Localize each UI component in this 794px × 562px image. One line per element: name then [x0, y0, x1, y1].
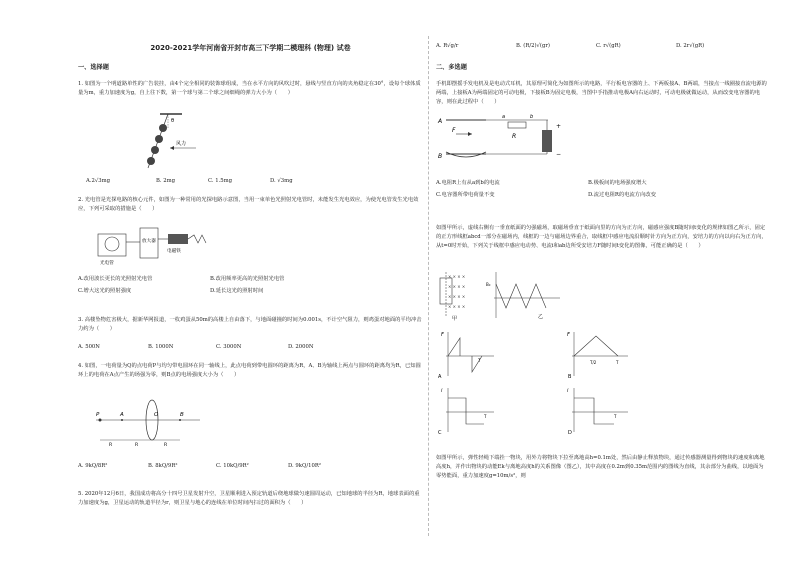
- svg-text:× × × ×: × × × ×: [448, 274, 466, 279]
- multi-question-3: 如图甲所示，弹性轻绳下端拴一物块，用外力将物块下拉至离地高h=0.1m处，然后由静止释放物块，通过传感器测量得到物块的速度和离地高度h，并作出物块的动能Ek与离地高度h的关系图像（图乙），其中高度在0.2m到0.35m范围内的图线为直线，其余部分为曲线，以地面为零势能面，重力加速度g=10m/s²，则: [436, 455, 765, 479]
- q5-option-c: C. r√(gR): [596, 43, 621, 49]
- question-2: 2. 光电管是光探电路的核心元件，如图为一种常用的光探电路示意图，当用一束单色光照射光电管时，未能发生光电效应，为使光电管发生光电效应，下列可采取的措施是（ ）: [78, 197, 419, 212]
- graph-d-t-label: T: [614, 414, 617, 419]
- label-p: P: [96, 412, 100, 418]
- q1-option-c: C. 1.5mg: [208, 178, 233, 184]
- q1-option-a: A.2√3mg: [86, 178, 111, 184]
- amplifier-label: 放大器: [142, 239, 156, 244]
- electromagnet-label: 电磁铁: [167, 249, 181, 254]
- question-4: 4. 如图，一电荷量为Q的点电荷P与均匀带电圆环在同一轴线上，此点电荷到带电圆环的距离为R，A、B为轴线上两点与圆环的距离均为R，已知圆环上的电荷在A点产生的场强为零，则B点的电场强度大小为（ ）: [78, 363, 421, 378]
- svg-text:× × × ×: × × × ×: [448, 284, 466, 289]
- q5-option-d: D. 2r√(gR): [676, 43, 705, 49]
- figure-jia-label: 甲: [452, 316, 458, 322]
- page-title: 2020-2021学年河南省开封市高三下学期二模理科 (物理) 试卷: [150, 44, 351, 52]
- svg-text:+: +: [556, 123, 562, 130]
- q3-option-d: D. 2000N: [288, 344, 314, 350]
- distance-label-1: R: [109, 443, 113, 448]
- question-4-figure: [92, 398, 202, 448]
- q4-option-a: A. 9kQ/8R²: [78, 463, 108, 469]
- force-label: F: [452, 127, 456, 134]
- multi-question-2-figure-graphs-top: [438, 328, 768, 382]
- q2-option-b: B.改用频率更高的光照射光电管: [210, 276, 285, 282]
- multi-question-1-figure: [436, 112, 576, 168]
- question-1-figure: [140, 112, 200, 174]
- point-a-label: a: [502, 114, 506, 120]
- question-1: 1. 如图为一个明道路单性的广告装挂，由4个完全相同的装饰球组成，当在水平方向的风吹过时，悬线与竖直方向的夹角稳定在30°，设每个球体质量为m，重力加速度为g，自上往下数，第一个球与第二个球之间细绳的弹力大小为（ ）: [78, 81, 421, 96]
- multi-question-1: 手机即摆摇手发电机及是电动式耳机，其原理可简化为如图所示的电路，平行板电容器的上、下两板接A、B两端，当接点一线圈接直流电源的两端，上接板A为两端固定的可动电极，下接板B为固定电极，当图中手指推动电极A向右运动时，可动电极就做运动，从而改变电容器的电容，则在此过程中（ ）: [436, 81, 767, 105]
- q1-option-b: B. 2mg: [156, 178, 176, 184]
- point-b-label: b: [530, 114, 534, 120]
- svg-text:F: F: [567, 332, 570, 338]
- q4-option-d: D. 9kQ/10R²: [288, 463, 321, 469]
- graph-d-label: D: [568, 430, 572, 436]
- graph-b-t-label: T: [616, 360, 619, 365]
- angle-label: θ: [171, 118, 175, 124]
- section-heading-choice: 一、选择题: [78, 64, 109, 71]
- multi-question-2: 如图甲所示，虚线右侧有一垂直纸面的匀强磁场，取磁场垂直于纸面向里的方向为正方向，磁感应强度B随时间t变化的规律如图乙所示，固定的正方形线框abcd一部分在磁场内，线框的一边与磁场边界重合，取线框中感应电流沿顺时针方向为正方向，安培力的方向以向右为正方向，从t=0时开始，下列关于线框中感应电动势、电流i和ab边所受安培力F随时间t变化的图像，可能正确的是（ ）: [436, 225, 767, 249]
- multi-question-2-figure-a: [438, 268, 562, 322]
- q2-option-a: A.改用波长更长的光照射光电管: [78, 276, 153, 282]
- m1-option-b: B.极板间的电场强度增大: [588, 180, 647, 186]
- distance-label-2: R: [135, 443, 139, 448]
- label-o: O: [154, 412, 159, 418]
- q2-option-c: C.增大这光的照射强度: [78, 288, 132, 294]
- graph-c-label: C: [438, 430, 442, 436]
- m1-option-c: C.电容器所带电荷量不变: [436, 192, 495, 198]
- column-divider: [428, 36, 429, 536]
- wind-label: 风力: [176, 141, 187, 147]
- q3-option-a: A. 500N: [78, 344, 100, 350]
- figure-yi-label: 乙: [538, 314, 544, 320]
- section-heading-multi: 二、多选题: [436, 64, 467, 71]
- multi-question-2-figure-graphs-bottom: [438, 384, 768, 438]
- q2-option-d: D.延长这光的照射时间: [210, 288, 264, 294]
- svg-text:−: −: [556, 151, 562, 158]
- phototube-label: 光电管: [100, 261, 114, 266]
- question-5: 5. 2020年12月6日，我国成功将高分十四号卫星发射升空，卫星顺利进入预定轨道后绕地球做匀速圆周运动，已知地球的半径为R，地球表面的重力加速度为g，卫星运动的轨道半径为r，则卫星与地心的连线在单位时间内扫过的面积为（ ）: [78, 491, 420, 506]
- question-2-figure: [96, 222, 216, 266]
- distance-label-3: R: [164, 443, 168, 448]
- resistor-label: R: [512, 133, 517, 140]
- m1-option-a: A.电阻R上有从a到b的电流: [436, 180, 500, 186]
- graph-c-t-label: T: [484, 414, 487, 419]
- graph-b-half-label: T/2: [590, 360, 597, 365]
- label-a: A: [120, 412, 124, 418]
- question-3: 3. 高楼坠物危害极大，据新华网报道，一枚鸡蛋从50m的高楼上自由落下，与地面碰撞的时间为0.001s，不计空气阻力，则鸡蛋对地面的平均冲击力约为（ ）: [78, 317, 422, 332]
- q4-option-b: B. 8kQ/9R²: [148, 463, 178, 469]
- graph-a-t-label: T: [478, 358, 481, 363]
- plate-a-label: A: [438, 118, 443, 125]
- q5-option-a: A. R√g/r: [436, 43, 459, 49]
- label-b: B: [180, 412, 184, 418]
- graph-b-label: B: [568, 374, 572, 380]
- m1-option-d: D.流过电阻R的电流方向改变: [588, 192, 656, 198]
- plate-b-label: B: [438, 153, 443, 160]
- q4-option-c: C. 10kQ/9R²: [216, 463, 249, 469]
- svg-text:× × × ×: × × × ×: [448, 294, 466, 299]
- q3-option-b: B. 1000N: [148, 344, 174, 350]
- svg-text:× × × ×: × × × ×: [448, 304, 466, 309]
- svg-text:F: F: [441, 332, 444, 338]
- svg-text:i: i: [441, 388, 443, 394]
- svg-text:i: i: [567, 388, 569, 394]
- q1-option-d: D. √3mg: [270, 178, 293, 184]
- q5-option-b: B. (R/2)√(gr): [516, 43, 550, 49]
- graph-a-label: A: [438, 374, 442, 380]
- q3-option-c: C. 3000N: [216, 344, 242, 350]
- b0-label: B₀: [486, 282, 491, 287]
